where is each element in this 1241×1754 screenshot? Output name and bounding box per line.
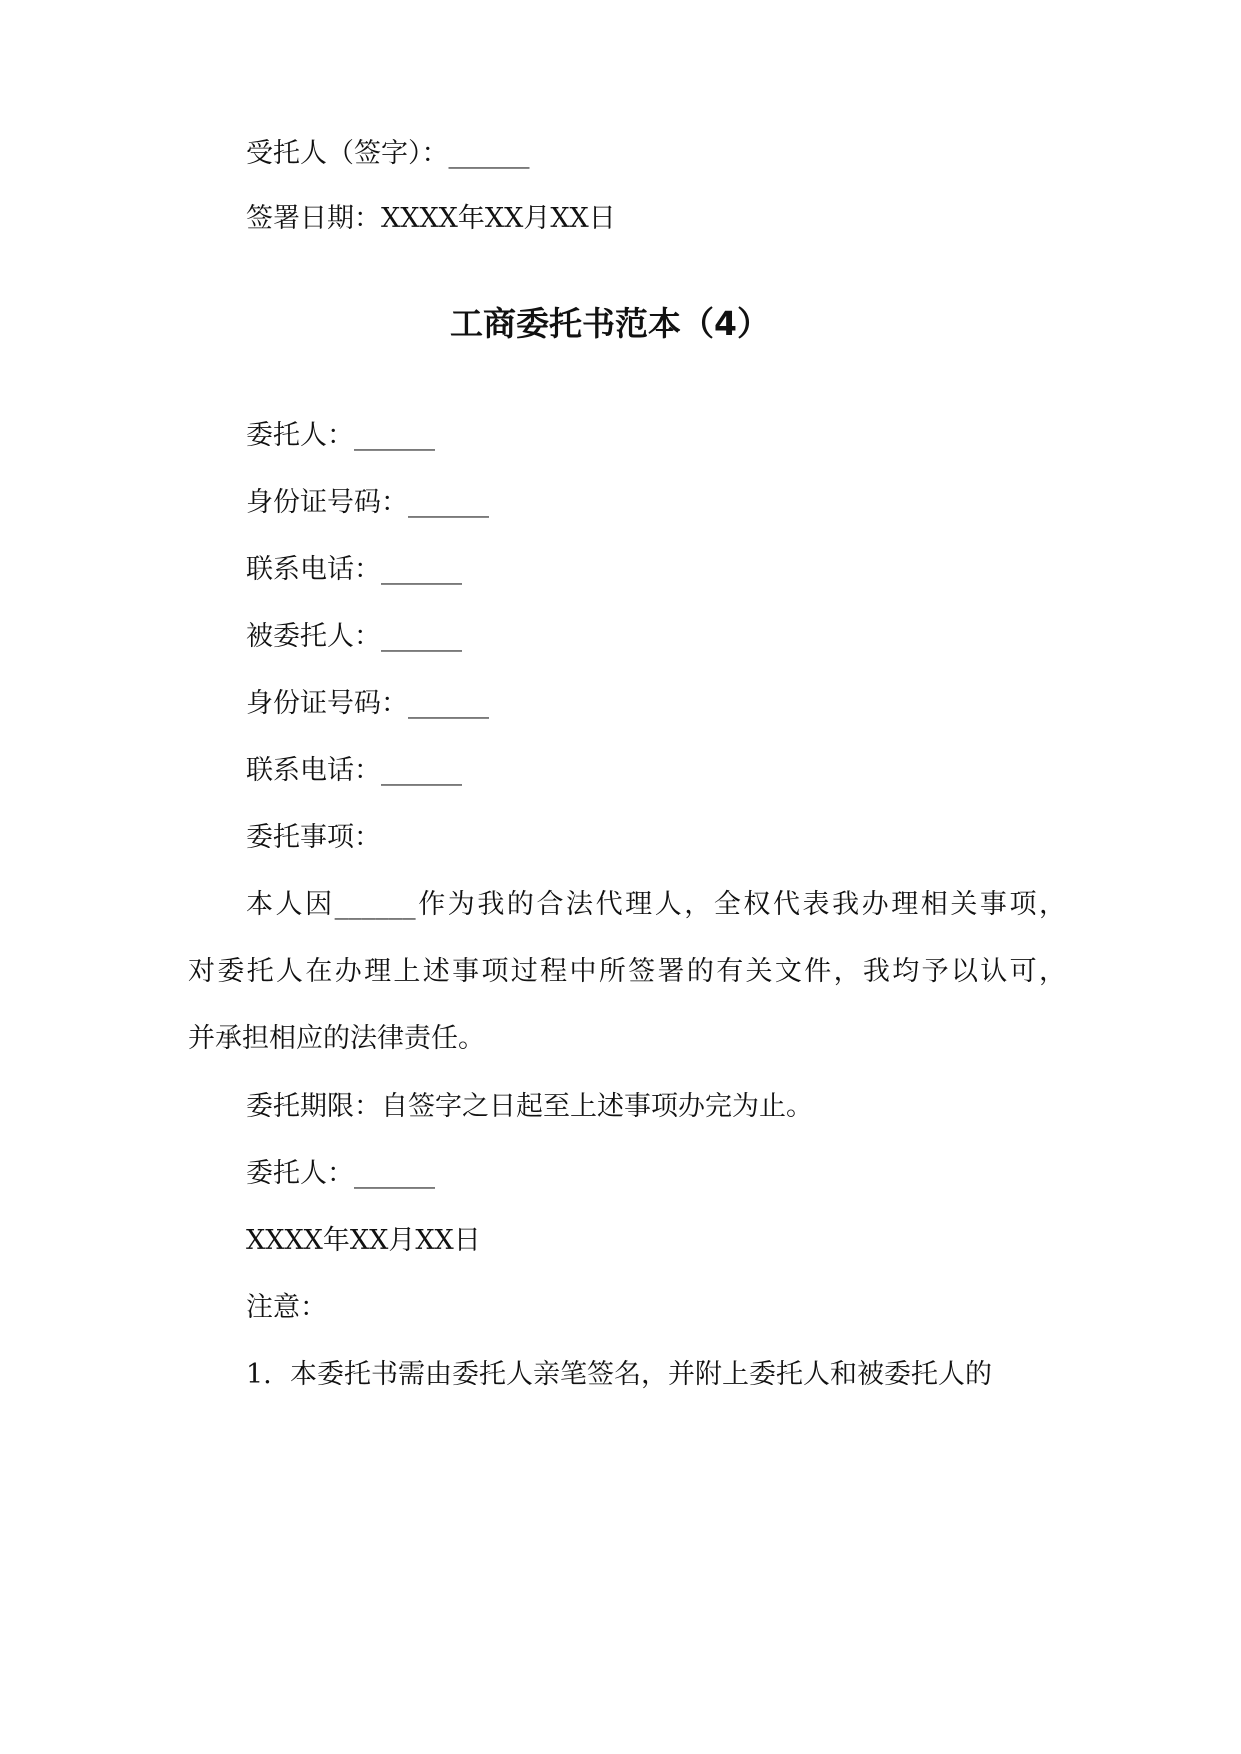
principal-line: 委托人：______ xyxy=(246,420,435,451)
principal-signature-line: 委托人：______ xyxy=(246,1158,435,1189)
note-item xyxy=(246,1357,992,1393)
agent-phone-line: 联系电话：______ xyxy=(246,755,462,786)
matters-label: 委托事项： xyxy=(246,822,381,853)
body-paragraph-line-1: 本人因______作为我的合法代理人，全权代表我办理相关事项， xyxy=(246,889,1066,920)
document-title: 工商委托书范本（4） xyxy=(450,304,770,343)
agent-id-line: 身份证号码：______ xyxy=(246,688,489,719)
signing-date-line: 签署日期：XXXX年XX月XX日 xyxy=(246,203,616,234)
trustee-signature-line: 受托人（签字）：______ xyxy=(246,138,530,169)
date-line: XXXX年XX月XX日 xyxy=(246,1225,481,1256)
principal-id-line: 身份证号码：______ xyxy=(246,487,489,518)
notes-label: 注意： xyxy=(246,1292,327,1323)
agent-line: 被委托人：______ xyxy=(246,621,462,652)
note-text: 本委托书需由委托人亲笔签名，并附上委托人和被委托人的 xyxy=(290,1359,992,1390)
principal-phone-line: 联系电话：______ xyxy=(246,554,462,585)
note-number: 1. xyxy=(246,1359,272,1390)
period-line: 委托期限：自签字之日起至上述事项办完为止。 xyxy=(246,1091,813,1122)
body-paragraph-line-2: 对委托人在办理上述事项过程中所签署的有关文件，我均予以认可， xyxy=(188,956,1066,987)
body-paragraph-line-3: 并承担相应的法律责任。 xyxy=(188,1023,485,1054)
